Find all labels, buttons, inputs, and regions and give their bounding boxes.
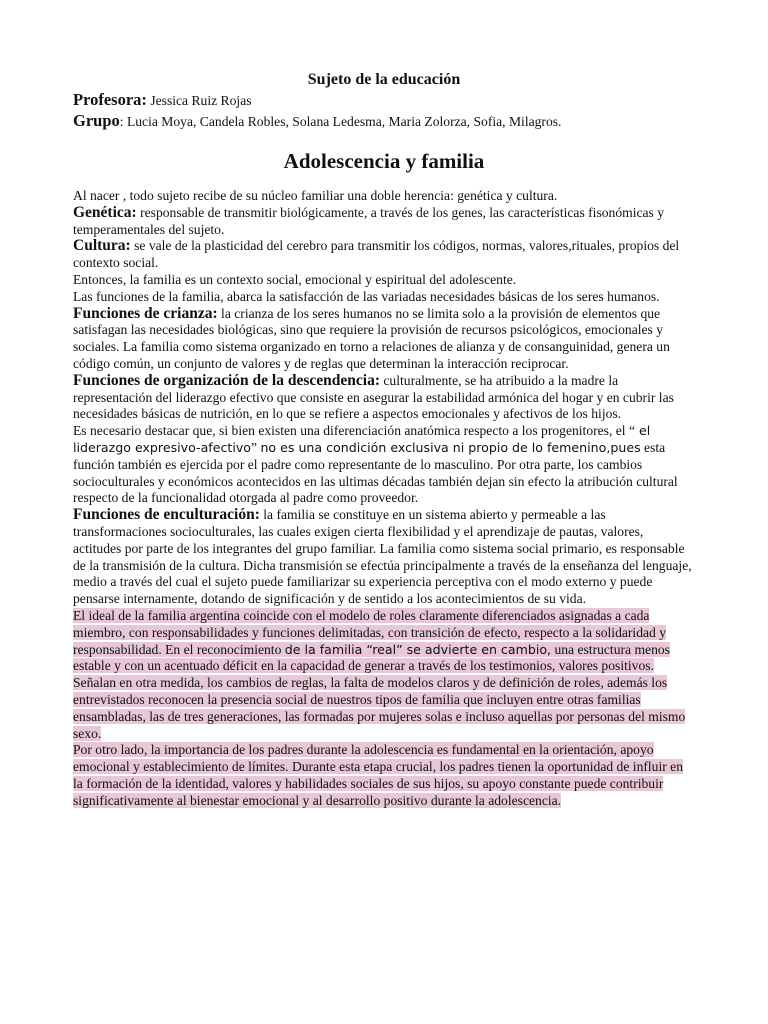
- crianza-paragraph: [73, 306, 695, 373]
- descendencia-term: Funciones de organización de la descendencia:: [73, 371, 380, 389]
- enculturacion-paragraph: [73, 507, 695, 608]
- cultura-paragraph: [73, 238, 695, 272]
- teacher-label: Profesora:: [73, 90, 147, 109]
- funciones-intro-paragraph: Las funciones de la familia, abarca la satisfacción de las variadas necesidades básicas de los seres humanos.: [73, 288, 660, 304]
- teacher-line: [73, 90, 695, 111]
- group-label: Grupo: [73, 111, 120, 130]
- destacar-text-d: no es una condición exclusiva ni propio de lo femenino,pues: [260, 439, 641, 455]
- genetica-text: responsable de transmitir biológicamente, a través de los genes, las características fisonómicas y temperamentales del sujeto.: [73, 204, 665, 237]
- contexto-paragraph: Entonces, la familia es un contexto social, emocional y espiritual del adolescente.: [73, 271, 517, 287]
- page-title: Adolescencia y familia: [283, 149, 485, 173]
- descendencia-paragraph: [73, 373, 695, 423]
- enculturacion-text: la familia se constituye en un sistema abierto y permeable a las transformaciones socioculturales, las cuales exigen cierta flexibilidad y el aprendizaje de pautas, valores, actitudes por parte de los integrantes del grupo familiar. La familia como sistema social primario, es responsable de la transmisión de la cultura. Dicha transmisión se efectúa principalmente a través de la enseñanza del lenguaje, medio a través del cual el sujeto puede familiarizar su experiencia perceptiva con el modo externo y puede pensarse internamente, dotando de significación y de sentido a los acontecimientos de su vida.: [73, 507, 692, 607]
- group-line: [73, 111, 695, 132]
- intro-paragraph: Al nacer , todo sujeto recibe de su núcleo familiar una doble herencia: genética y cultura.: [73, 188, 558, 203]
- group-members: : Lucia Moya, Candela Robles, Solana Ledesma, Maria Zolorza, Sofia, Milagros.: [119, 114, 562, 129]
- genetica-term: Genética:: [73, 203, 137, 221]
- genetica-paragraph: [73, 205, 695, 239]
- course-title: Sujeto de la educación: [307, 71, 461, 88]
- ideal-paragraph: [73, 608, 695, 742]
- ideal-text-c: una estructura menos estable y con un acentuado déficit en la capacidad de generar a través de los testimonios, valores positivos. Señalan en otra medida, los cambios de reglas, la falta de modelos claros y de definición de roles, además los entrevistados reconocen la presencia social de nuestros tipos de familia que incluyen entre otras familias ensambladas, las de tres generaciones, las formadas por mujeres solas e incluso aquellas por personas del mismo sexo.: [73, 641, 686, 741]
- cultura-text: se vale de la plasticidad del cerebro para transmitir los códigos, normas, valores,rituales, propios del contexto social.: [73, 238, 680, 271]
- crianza-text: la crianza de los seres humanos no se limita solo a la provisión de elementos que satisfagan las necesidades biológicas, sino que requiere la provisión de recursos psicológicos, emocionales y sociales. La familia como sistema organizado en torno a relaciones de alianza y de consanguinidad, genera un código común, un conjunto de valores y de reglas que determinan la interacción reciprocar.: [73, 305, 670, 371]
- cultura-term: Cultura:: [73, 237, 131, 255]
- destacar-text-c: ”: [251, 439, 261, 455]
- ideal-text-b: de la familia “real” se advierte en cambio,: [284, 641, 552, 657]
- destacar-text-e: esta función también es ejercida por el padre como representante de lo masculino. Por otra parte, los cambios socioculturales y económicos acontecidos en las ultimas décadas también dejan sin efecto la atribución cultural respecto de la funcionalidad otorgada al padre como proveedor.: [73, 439, 678, 506]
- destacar-paragraph: [73, 423, 695, 507]
- destacar-text-b: el liderazgo expresivo-afectivo: [73, 423, 651, 455]
- enculturacion-term: Funciones de enculturación:: [73, 506, 260, 524]
- destacar-text-a: Es necesario destacar que, si bien existen una diferenciación anatómica respecto a los progenitores, el “: [73, 423, 636, 439]
- padres-paragraph: [73, 742, 695, 809]
- padres-text: Por otro lado, la importancia de los padres durante la adolescencia es fundamental en la orientación, apoyo emocional y establecimiento de límites. Durante esta etapa crucial, los padres tienen la oportunidad de influir en la formación de la identidad, valores y habilidades sociales de sus hijos, su apoyo constante puede contribuir significativamente al bienestar emocional y al desarrollo positivo durante la adolescencia.: [73, 742, 683, 808]
- descendencia-text: culturalmente, se ha atribuido a la madre la representación del liderazgo efectivo que consiste en asegurar la estabilidad armónica del hogar y en cubrir las necesidades básicas de nutrición, en lo que se refiere a aspectos emocionales y afectivos de los hijos.: [73, 372, 674, 422]
- document-content: [73, 70, 695, 809]
- ideal-text-a: El ideal de la familia argentina coincide con el modelo de roles claramente diferenciados asignadas a cada miembro, con responsabilidades y funciones delimitadas, con transición de efecto, respecto a la solidaridad y responsabilidad. En el reconocimiento: [73, 607, 667, 657]
- teacher-name: Jessica Ruiz Rojas: [150, 93, 252, 108]
- crianza-term: Funciones de crianza:: [73, 304, 218, 322]
